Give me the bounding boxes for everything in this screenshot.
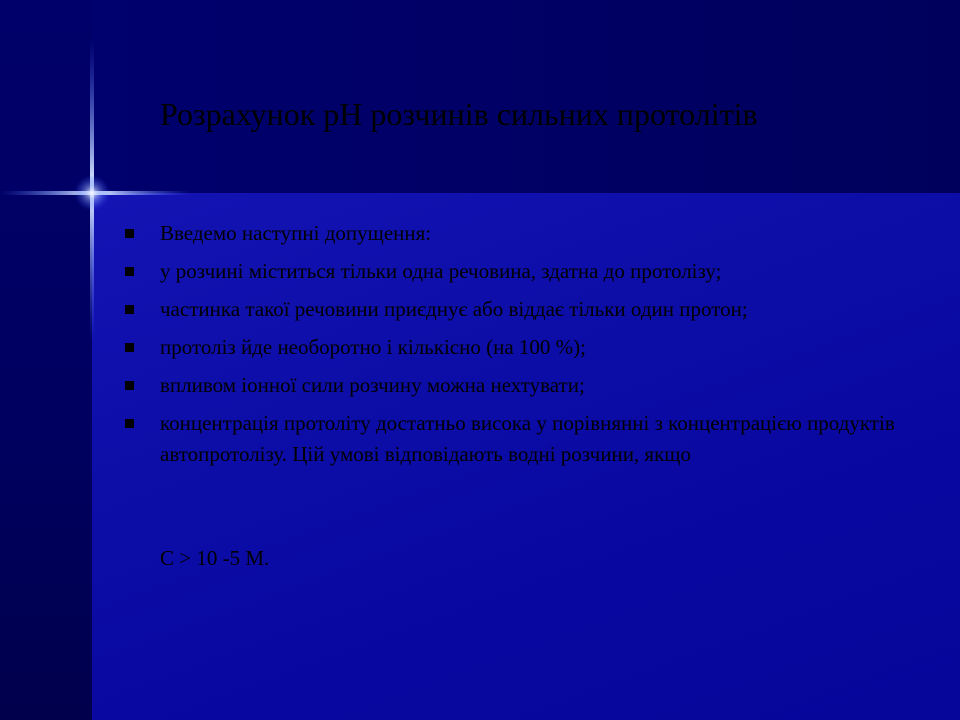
square-bullet-icon: [125, 343, 134, 352]
square-bullet-icon: [125, 419, 134, 428]
bullet-text: у розчині міститься тільки одна речовина, здатна до протолізу;: [160, 259, 722, 283]
left-band-background: [0, 0, 92, 720]
list-item: [122, 408, 912, 470]
list-item: [122, 256, 912, 287]
list-item: [122, 218, 912, 249]
bullet-text: концентрація протоліту достатньо висока у порівнянні з концентрацією продуктів автопротолізу. Цій умові відповідають водні розчини, якщо: [160, 411, 895, 466]
concentration-condition: C > 10 -5 M.: [160, 546, 270, 570]
square-bullet-icon: [125, 305, 134, 314]
bullet-text: Введемо наступні допущення:: [160, 221, 432, 245]
bullet-text: протоліз йде необоротно і кількісно (на 100 %);: [160, 335, 586, 359]
slide-title: Розрахунок pH розчинів сильних протолітів: [160, 96, 758, 132]
square-bullet-icon: [125, 267, 134, 276]
list-item: [122, 294, 912, 325]
square-bullet-icon: [125, 381, 134, 390]
square-bullet-icon: [125, 229, 134, 238]
list-item: [122, 370, 912, 401]
bullet-text: частинка такої речовини приєднує або віддає тільки один протон;: [160, 297, 748, 321]
list-item: [122, 332, 912, 363]
bullet-list: [122, 218, 912, 477]
bullet-text: впливом іонної сили розчину можна нехтувати;: [160, 373, 585, 397]
